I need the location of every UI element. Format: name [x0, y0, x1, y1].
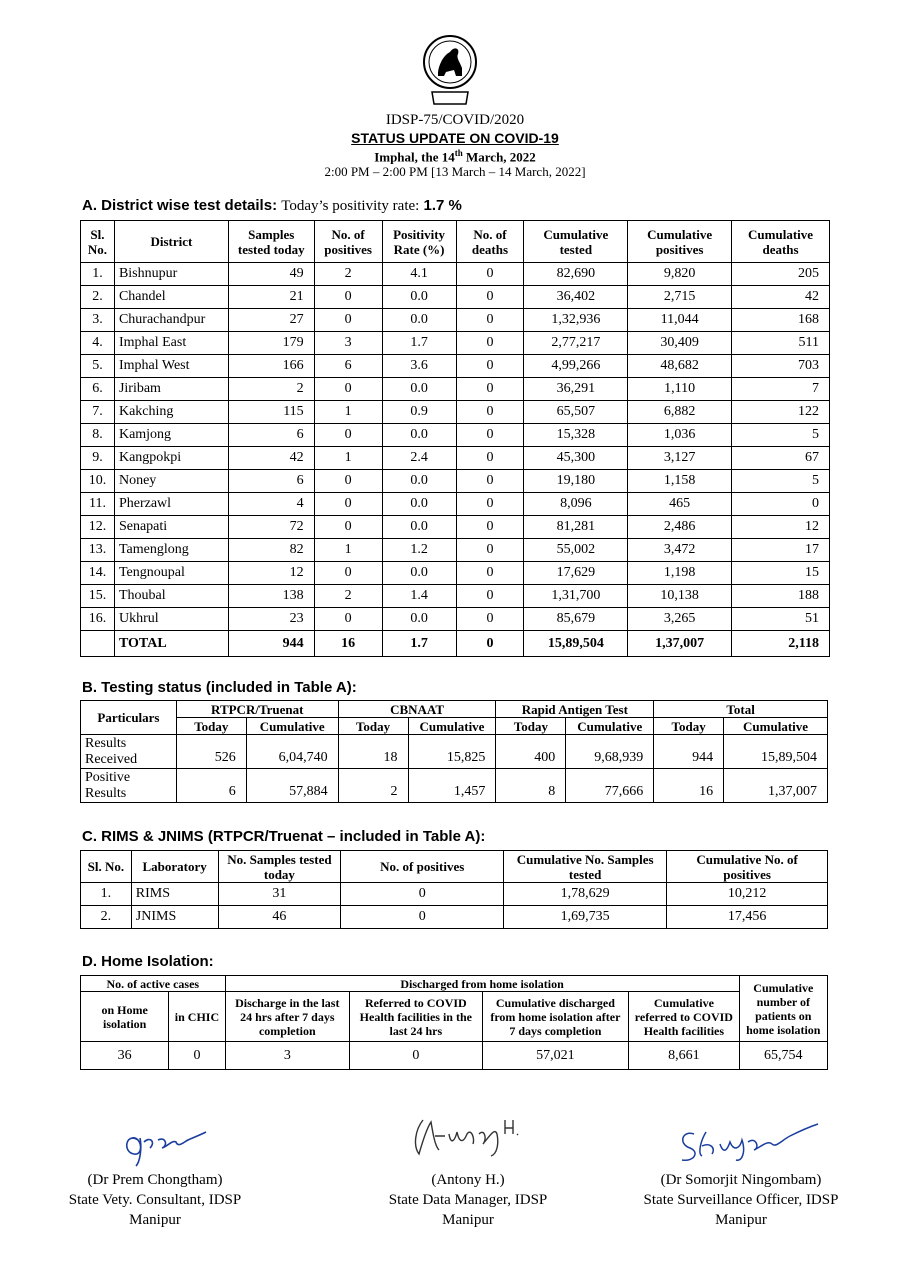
home-isolation-table — [80, 975, 828, 1070]
table-cell: 12 — [732, 516, 830, 539]
table-cell: 2 — [314, 585, 382, 608]
table-cell: 0 — [456, 424, 524, 447]
row-label: Results Received — [81, 735, 177, 769]
table-row — [81, 585, 830, 608]
table-cell: 511 — [732, 332, 830, 355]
table-cell: RIMS — [131, 883, 218, 906]
table-cell: Kangpokpi — [114, 447, 228, 470]
table-cell: 30,409 — [628, 332, 732, 355]
table-cell: 65,507 — [524, 401, 628, 424]
column-header: Sl. No. — [81, 221, 115, 263]
place-date: Imphal, the 14th March, 2022 — [374, 148, 536, 165]
signatory-role: State Surveillance Officer, IDSP — [643, 1192, 839, 1208]
table-cell: 8. — [81, 424, 115, 447]
table-cell: 465 — [628, 493, 732, 516]
table-cell: 0.0 — [382, 562, 456, 585]
sub-header: Referred to COVID Health facilities in the last 24 hrs — [350, 992, 483, 1042]
table-cell: 15 — [732, 562, 830, 585]
table-cell: 10,212 — [667, 883, 828, 906]
table-cell: 0 — [456, 286, 524, 309]
table-row — [81, 608, 830, 631]
section-b-title: B. Testing status (included in Table A): — [82, 679, 357, 696]
table-cell: 3 — [314, 332, 382, 355]
table-cell: Imphal West — [114, 355, 228, 378]
table-cell: 4.1 — [382, 263, 456, 286]
group-rat: Rapid Antigen Test — [496, 701, 654, 718]
table-cell: 15,328 — [524, 424, 628, 447]
table-cell: 9,68,939 — [566, 735, 654, 769]
table-cell: 13. — [81, 539, 115, 562]
sub-header: Today — [654, 718, 724, 735]
table-row — [81, 424, 830, 447]
table-cell: 23 — [228, 608, 314, 631]
table-row — [81, 562, 830, 585]
column-header: Cumulative deaths — [732, 221, 830, 263]
table-cell: 6 — [176, 769, 246, 803]
table-cell: Senapati — [114, 516, 228, 539]
signatory-name: (Dr Prem Chongtham) — [87, 1172, 223, 1188]
table-row — [81, 447, 830, 470]
group-total: Total — [654, 701, 828, 718]
table-cell: JNIMS — [131, 906, 218, 929]
table-cell: 122 — [732, 401, 830, 424]
table-cell: 2. — [81, 906, 132, 929]
table-cell: 17,456 — [667, 906, 828, 929]
table-cell: 3,265 — [628, 608, 732, 631]
table-cell: 0.0 — [382, 309, 456, 332]
table-cell: 703 — [732, 355, 830, 378]
table-cell: 0 — [314, 286, 382, 309]
table-cell: 5 — [732, 470, 830, 493]
table-cell: 179 — [228, 332, 314, 355]
table-cell: 2. — [81, 286, 115, 309]
table-cell: 7 — [732, 378, 830, 401]
table-cell: 16 — [654, 769, 724, 803]
table-cell: 18 — [338, 735, 408, 769]
sub-header: Cumulative — [408, 718, 496, 735]
table-row — [81, 883, 828, 906]
table-cell: 0 — [456, 539, 524, 562]
column-header: No. of deaths — [456, 221, 524, 263]
signature-block-1 — [35, 1170, 275, 1230]
table-cell: 14. — [81, 562, 115, 585]
reference-number: IDSP-75/COVID/2020 — [385, 112, 525, 128]
table-row — [81, 493, 830, 516]
discharged-header: Discharged from home isolation — [225, 976, 739, 992]
table-cell: 9,820 — [628, 263, 732, 286]
total-row — [81, 631, 830, 657]
column-header: No. of positives — [314, 221, 382, 263]
table-cell: 57,884 — [246, 769, 338, 803]
column-header: No. Samples tested today — [218, 851, 341, 883]
table-cell: 0 — [456, 263, 524, 286]
total-cell: 1,37,007 — [628, 631, 732, 657]
table-cell: 6 — [228, 470, 314, 493]
table-row — [81, 401, 830, 424]
document-title: STATUS UPDATE ON COVID-19 — [351, 130, 559, 146]
table-cell: 0 — [456, 470, 524, 493]
table-cell: 45,300 — [524, 447, 628, 470]
section-c-title: C. RIMS & JNIMS (RTPCR/Truenat – included in Table A): — [82, 828, 486, 845]
signature-prem-chongtham — [118, 1118, 210, 1168]
table-cell: 5 — [732, 424, 830, 447]
table-cell: 0 — [456, 378, 524, 401]
table-cell: 8,096 — [524, 493, 628, 516]
table-row — [81, 286, 830, 309]
table-cell: 0 — [456, 332, 524, 355]
signatory-place: Manipur — [442, 1212, 494, 1228]
table-cell: Jiribam — [114, 378, 228, 401]
table-cell: 0.0 — [382, 424, 456, 447]
table-cell: 0 — [456, 516, 524, 539]
table-cell: 0 — [456, 562, 524, 585]
cumulative-header: Cumulative number of patients on home isolation — [739, 976, 827, 1042]
table-row — [81, 539, 830, 562]
sub-header: Cumulative discharged from home isolation after 7 days completion — [482, 992, 629, 1042]
table-row — [81, 906, 828, 929]
table-cell: 1. — [81, 883, 132, 906]
row-label: Positive Results — [81, 769, 177, 803]
table-cell: Bishnupur — [114, 263, 228, 286]
table-cell: 0.0 — [382, 286, 456, 309]
table-cell: 82 — [228, 539, 314, 562]
positivity-rate-label: Today’s positivity rate: — [281, 198, 420, 214]
sub-header: Cumulative — [566, 718, 654, 735]
table-cell: 0.0 — [382, 378, 456, 401]
total-cell: 16 — [314, 631, 382, 657]
section-a-title — [82, 197, 462, 215]
district-test-table — [80, 220, 830, 657]
table-cell: 0 — [341, 906, 504, 929]
signatory-name: (Dr Somorjit Ningombam) — [660, 1172, 822, 1188]
table-cell: Ukhrul — [114, 608, 228, 631]
table-cell: 0 — [341, 883, 504, 906]
manipur-emblem — [420, 32, 480, 108]
table-cell: 3. — [81, 309, 115, 332]
total-cell: 944 — [228, 631, 314, 657]
table-cell: 21 — [228, 286, 314, 309]
table-cell: 0 — [732, 493, 830, 516]
table-cell: 0 — [314, 516, 382, 539]
table-cell: 1,036 — [628, 424, 732, 447]
sub-header: on Home isolation — [81, 992, 169, 1042]
table-cell: 85,679 — [524, 608, 628, 631]
table-cell: Kakching — [114, 401, 228, 424]
table-cell: Churachandpur — [114, 309, 228, 332]
positivity-rate-value: 1.7 % — [423, 197, 462, 214]
particulars-header: Particulars — [81, 701, 177, 735]
sub-header: Today — [176, 718, 246, 735]
sub-header: Cumulative — [246, 718, 338, 735]
table-cell: 4 — [228, 493, 314, 516]
table-row — [81, 470, 830, 493]
table-cell: 0 — [314, 608, 382, 631]
signature-block-3 — [610, 1170, 872, 1230]
table-cell: 49 — [228, 263, 314, 286]
table-cell: 138 — [228, 585, 314, 608]
sub-header: Cumulative referred to COVID Health facilities — [629, 992, 739, 1042]
signatory-role: State Data Manager, IDSP — [388, 1192, 548, 1208]
table-cell: 0 — [314, 378, 382, 401]
table-cell: 0 — [456, 608, 524, 631]
table-cell: 10,138 — [628, 585, 732, 608]
table-cell: 1.7 — [382, 332, 456, 355]
table-cell: 0 — [350, 1042, 483, 1070]
testing-status-table — [80, 700, 828, 803]
table-cell: 944 — [654, 735, 724, 769]
table-cell: 0.0 — [382, 608, 456, 631]
table-cell: 16. — [81, 608, 115, 631]
table-cell: 0.9 — [382, 401, 456, 424]
table-cell: 2,77,217 — [524, 332, 628, 355]
table-cell: Pherzawl — [114, 493, 228, 516]
table-cell: 0 — [456, 401, 524, 424]
table-row — [81, 735, 828, 769]
table-cell: 168 — [732, 309, 830, 332]
table-cell: 1,158 — [628, 470, 732, 493]
sub-header: Discharge in the last 24 hrs after 7 days completion — [225, 992, 350, 1042]
table-cell: 19,180 — [524, 470, 628, 493]
total-cell: 15,89,504 — [524, 631, 628, 657]
table-row — [81, 769, 828, 803]
table-cell: 42 — [732, 286, 830, 309]
table-cell: Chandel — [114, 286, 228, 309]
table-cell: 6. — [81, 378, 115, 401]
signatory-name: (Antony H.) — [431, 1172, 505, 1188]
group-rtpcr: RTPCR/Truenat — [176, 701, 338, 718]
table-cell: 17 — [732, 539, 830, 562]
table-cell: 3 — [225, 1042, 350, 1070]
table-cell: 82,690 — [524, 263, 628, 286]
table-cell: 31 — [218, 883, 341, 906]
table-cell: Tengnoupal — [114, 562, 228, 585]
column-header: Cumulative positives — [628, 221, 732, 263]
table-cell: 51 — [732, 608, 830, 631]
table-cell: 0 — [456, 447, 524, 470]
table-cell: 9. — [81, 447, 115, 470]
signature-block-2 — [345, 1170, 591, 1230]
table-cell: 205 — [732, 263, 830, 286]
table-cell: 1,457 — [408, 769, 496, 803]
table-cell: 1 — [314, 401, 382, 424]
table-cell: 2 — [338, 769, 408, 803]
column-header: Cumulative No. of positives — [667, 851, 828, 883]
table-cell: 6,882 — [628, 401, 732, 424]
table-cell: 0 — [314, 309, 382, 332]
table-cell: Thoubal — [114, 585, 228, 608]
table-cell: 12. — [81, 516, 115, 539]
column-header: No. of positives — [341, 851, 504, 883]
column-header: Sl. No. — [81, 851, 132, 883]
table-cell: 1.4 — [382, 585, 456, 608]
table-row — [81, 378, 830, 401]
table-cell: 188 — [732, 585, 830, 608]
table-cell: 5. — [81, 355, 115, 378]
table-cell: Imphal East — [114, 332, 228, 355]
table-cell: 4,99,266 — [524, 355, 628, 378]
table-cell: 2,715 — [628, 286, 732, 309]
signatory-place: Manipur — [129, 1212, 181, 1228]
table-cell: 2.4 — [382, 447, 456, 470]
table-cell: 46 — [218, 906, 341, 929]
table-cell: 0 — [314, 424, 382, 447]
signatory-place: Manipur — [715, 1212, 767, 1228]
column-header: Cumulative No. Samples tested — [504, 851, 667, 883]
table-cell: 15,825 — [408, 735, 496, 769]
sub-header: Today — [496, 718, 566, 735]
signatory-role: State Vety. Consultant, IDSP — [68, 1192, 242, 1208]
table-cell: 2,486 — [628, 516, 732, 539]
column-header: Cumulative tested — [524, 221, 628, 263]
signature-antony-h — [405, 1110, 525, 1160]
table-cell: 15,89,504 — [724, 735, 828, 769]
total-cell: TOTAL — [114, 631, 228, 657]
table-cell: 36 — [81, 1042, 169, 1070]
table-row — [81, 355, 830, 378]
table-cell: 67 — [732, 447, 830, 470]
table-cell: 77,666 — [566, 769, 654, 803]
table-cell: 0.0 — [382, 493, 456, 516]
table-cell: 6 — [314, 355, 382, 378]
table-cell: 11. — [81, 493, 115, 516]
table-cell: 3,127 — [628, 447, 732, 470]
table-cell: 6,04,740 — [246, 735, 338, 769]
table-cell: 8 — [496, 769, 566, 803]
table-cell: 11,044 — [628, 309, 732, 332]
table-cell: 0 — [169, 1042, 225, 1070]
table-cell: Kamjong — [114, 424, 228, 447]
table-cell: 55,002 — [524, 539, 628, 562]
section-a-heading: A. District wise test details: — [82, 197, 278, 214]
active-cases-header: No. of active cases — [81, 976, 226, 992]
rims-jnims-table — [80, 850, 828, 929]
table-cell: 0 — [456, 309, 524, 332]
table-cell: 0 — [314, 493, 382, 516]
table-cell: 1,110 — [628, 378, 732, 401]
table-cell: 0 — [456, 355, 524, 378]
group-cbnaat: CBNAAT — [338, 701, 496, 718]
table-cell: 7. — [81, 401, 115, 424]
table-cell: 1. — [81, 263, 115, 286]
signature-somorjit-ningombam — [672, 1118, 822, 1168]
column-header: Positivity Rate (%) — [382, 221, 456, 263]
table-cell: 1,198 — [628, 562, 732, 585]
table-cell: 1 — [314, 539, 382, 562]
table-row — [81, 332, 830, 355]
table-cell: 4. — [81, 332, 115, 355]
table-cell: 10. — [81, 470, 115, 493]
total-cell — [81, 631, 115, 657]
table-cell: 42 — [228, 447, 314, 470]
table-cell: 166 — [228, 355, 314, 378]
table-cell: 0.0 — [382, 516, 456, 539]
sub-header: Cumulative — [724, 718, 828, 735]
total-cell: 2,118 — [732, 631, 830, 657]
table-cell: 36,291 — [524, 378, 628, 401]
table-cell: 48,682 — [628, 355, 732, 378]
table-cell: 0 — [456, 493, 524, 516]
total-cell: 0 — [456, 631, 524, 657]
column-header: Laboratory — [131, 851, 218, 883]
table-cell: 0 — [314, 470, 382, 493]
table-cell: Tamenglong — [114, 539, 228, 562]
table-cell: 1,37,007 — [724, 769, 828, 803]
table-cell: 65,754 — [739, 1042, 827, 1070]
table-cell: 526 — [176, 735, 246, 769]
table-cell: 400 — [496, 735, 566, 769]
table-cell: 3.6 — [382, 355, 456, 378]
section-d-title: D. Home Isolation: — [82, 953, 214, 970]
table-cell: 1,32,936 — [524, 309, 628, 332]
table-row — [81, 263, 830, 286]
table-cell: 1 — [314, 447, 382, 470]
table-cell: Noney — [114, 470, 228, 493]
table-cell: 2 — [314, 263, 382, 286]
table-row — [81, 516, 830, 539]
table-cell: 17,629 — [524, 562, 628, 585]
table-cell: 72 — [228, 516, 314, 539]
table-cell: 1.2 — [382, 539, 456, 562]
column-header: District — [114, 221, 228, 263]
table-cell: 1,69,735 — [504, 906, 667, 929]
table-row — [81, 309, 830, 332]
table-cell: 27 — [228, 309, 314, 332]
table-cell: 115 — [228, 401, 314, 424]
table-cell: 6 — [228, 424, 314, 447]
reporting-period: 2:00 PM – 2:00 PM [13 March – 14 March, 2022] — [324, 164, 586, 179]
table-cell: 15. — [81, 585, 115, 608]
table-cell: 3,472 — [628, 539, 732, 562]
sub-header: in CHIC — [169, 992, 225, 1042]
table-cell: 57,021 — [482, 1042, 629, 1070]
sub-header: Today — [338, 718, 408, 735]
table-cell: 81,281 — [524, 516, 628, 539]
table-cell: 1,78,629 — [504, 883, 667, 906]
table-cell: 0.0 — [382, 470, 456, 493]
table-cell: 12 — [228, 562, 314, 585]
table-cell: 0 — [314, 562, 382, 585]
table-cell: 8,661 — [629, 1042, 739, 1070]
table-cell: 0 — [456, 585, 524, 608]
table-cell: 2 — [228, 378, 314, 401]
total-cell: 1.7 — [382, 631, 456, 657]
column-header: Samples tested today — [228, 221, 314, 263]
table-cell: 1,31,700 — [524, 585, 628, 608]
table-cell: 36,402 — [524, 286, 628, 309]
